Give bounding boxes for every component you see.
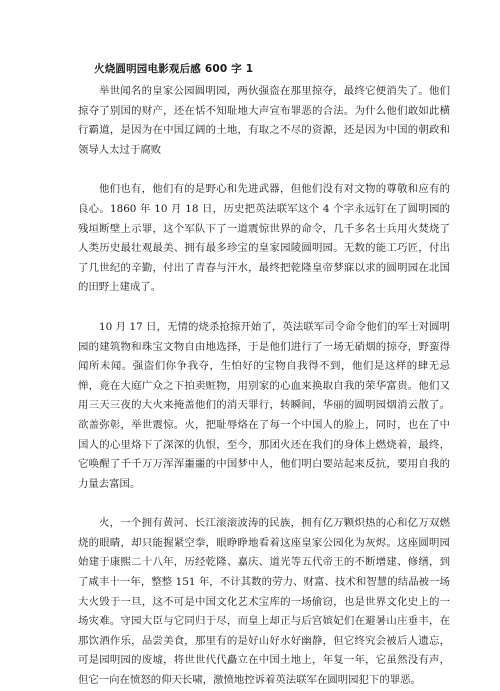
paragraph-2: 他们也有，他们有的是野心和先进武器，但他们没有对文物的尊敬和应有的良心。1860 年 10 月 18 日，历史把英法联军这个 4 个字永远钉在了圆明园的残垣断壁上示罪，这个军队下了一道震惊世界的命令，几千多名士兵用火焚烧了人类历史最壮观最美、拥有最多珍宝的皇家园陵圆明园。无数的能工巧匠，付出了几世纪的辛勤，付出了青春与汗水，最终把乾隆皇帝梦寐以求的圆明园在北国的田野上建成了。 [78, 183, 450, 294]
paragraph-3: 10 月 17 日，无情的烧杀抢掠开始了，英法联军司令命令他们的军士对圆明园的建筑物和珠宝文物自由地选择，于是他们进行了一场无硝烟的掠夺，野蛮得闻所未闻。强盗们你争我夺，生怕好的宝物自我得不到，他们是这样的肆无忌惮，竟在大庭广众之下拍卖赃物，用别家的心血来换取自我的荣华富贵。他们又用三天三夜的大火来掩盖他们的消天罪行，转瞬间，华丽的圆明园烟消云散了。欲盖弥彰，举世震惊。火，把耻辱烙在了每一个中国人的脸上，同时，也在了中国人的心里烙下了深深的仇恨，至今，那团火还在我们的身体上燃烧着，最终，它唤醒了千千万万浑浑噩噩的中国梦中人，他们明白要站起来反抗，要用自我的力量去富国。 [78, 320, 450, 490]
document-title: 火烧圆明园电影观后感 600 字 1 [94, 63, 254, 75]
paragraph-1: 举世闻名的皇家公园圆明园，两伙强盗在那里掠夺，最终它便消失了。他们掠夺了别国的财产，还在恬不知耻地大声宣布罪恶的合法。为什么他们敢如此横行霸道，是因为在中国辽阔的土地，有取之不尽的资源，还是因为中国的朝政和领导人太过于腐败 [78, 85, 450, 156]
paragraph-4: 火，一个拥有黄河、长江滚滚波涛的民族，拥有亿万颗炽热的心和亿万双燃烧的眼睛，却只能握紧空拳，眼睁睁地看着这座皇家公园化为灰烬。这座圆明园始建于康熙二十八年，历经乾隆、嘉庆、道光等五代帝王的不断增建、修缮，到了咸丰十一年，整整 151 年，不计其数的劳力、财富、技术和智慧的结晶被一场大火毁于一旦，这不可是中国文化艺术宝库的一场偷窃，也是世界文化史上的一场灾难。守园大臣与它同归于尽，而皇上却正与后宫嫔妃们在避暑山庄垂丰，在那饮酒作乐，品尝美食，那里有的是好山好水好幽静，但它终究会被后人遗忘，可是园明园的废墟，将世世代代矗立在中国土地上，年复一年，它虽然没有声，但它一向在愤怒的仰天长啸，激愤地控诉着英法联军在圆明园犯下的罪恶。 [78, 517, 450, 687]
